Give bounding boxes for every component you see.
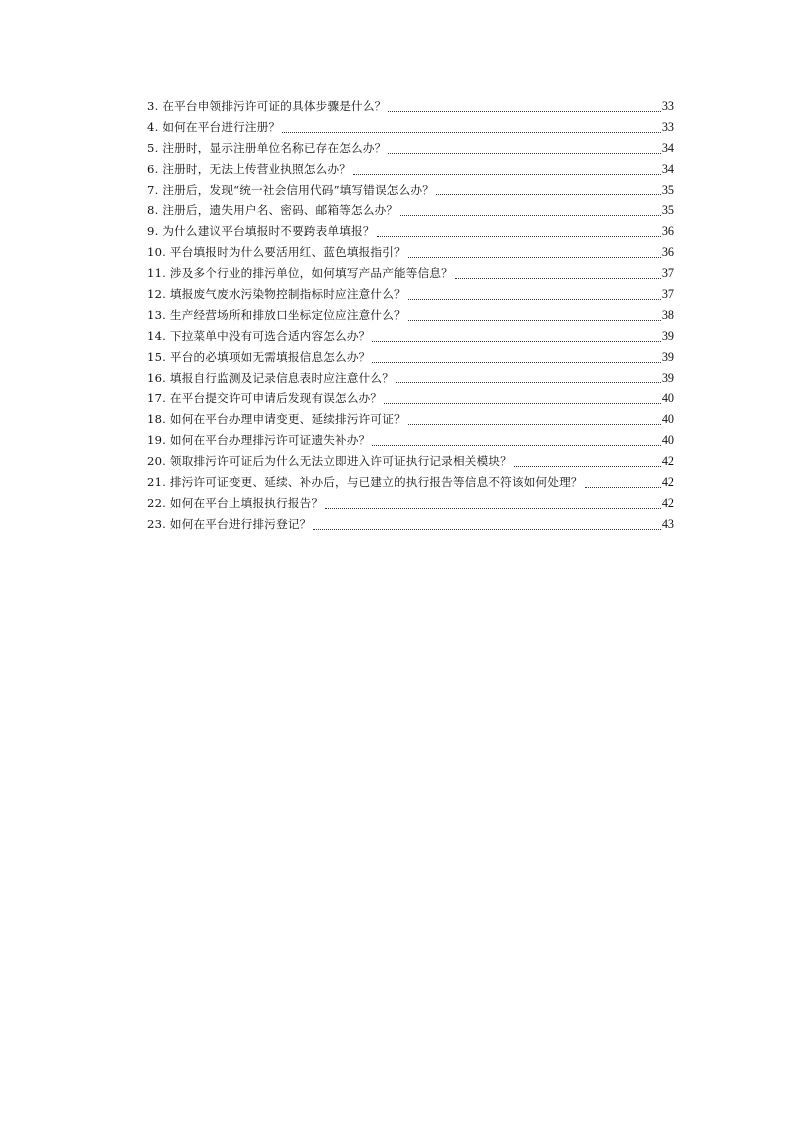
toc-entry[interactable] <box>147 221 674 242</box>
toc-entry-page: 34 <box>661 140 674 155</box>
toc-dot-leader <box>353 174 661 175</box>
toc-entry[interactable] <box>147 159 674 180</box>
toc-entry-title: 11. 涉及多个行业的排污单位，如何填写产品产能等信息？ <box>147 266 453 281</box>
toc-entry-title: 16. 填报自行监测及记录信息表时应注意什么？ <box>147 370 395 385</box>
toc-entry-page: 35 <box>661 182 674 197</box>
toc-entry[interactable] <box>147 96 674 117</box>
toc-entry[interactable] <box>147 242 674 263</box>
toc-dot-leader <box>400 215 661 216</box>
toc-dot-leader <box>455 278 661 279</box>
toc-entry[interactable] <box>147 514 674 535</box>
toc-entry-title: 22. 如何在平台上填报执行报告？ <box>147 495 324 510</box>
toc-entry-page: 43 <box>661 516 674 531</box>
toc-entry-title: 14. 下拉菜单中没有可选合适内容怎么办？ <box>147 328 371 343</box>
toc-dot-leader <box>325 508 661 509</box>
toc-entry[interactable] <box>147 326 674 347</box>
toc-entry[interactable] <box>147 305 674 326</box>
toc-entry-page: 39 <box>661 349 674 364</box>
toc-entry[interactable] <box>147 117 674 138</box>
toc-entry-title: 20. 领取排污许可证后为什么无法立即进入许可证执行记录相关模块？ <box>147 454 512 469</box>
toc-entry-title: 9. 为什么建议平台填报时不要跨表单填报？ <box>147 224 375 239</box>
toc-entry[interactable] <box>147 409 674 430</box>
toc-entry-page: 33 <box>661 119 674 134</box>
toc-dot-leader <box>313 529 660 530</box>
table-of-contents <box>147 96 674 535</box>
toc-entry-title: 13. 生产经营场所和排放口坐标定位应注意什么？ <box>147 307 406 322</box>
toc-entry-title: 10. 平台填报时为什么要活用红、蓝色填报指引？ <box>147 245 406 260</box>
toc-dot-leader <box>436 194 661 195</box>
toc-entry-page: 34 <box>661 161 674 176</box>
toc-entry-page: 40 <box>661 433 674 448</box>
toc-entry-page: 37 <box>661 266 674 281</box>
toc-entry-title: 6. 注册时，无法上传营业执照怎么办？ <box>147 161 352 176</box>
toc-entry-page: 40 <box>661 391 674 406</box>
toc-dot-leader <box>408 257 661 258</box>
toc-dot-leader <box>514 466 661 467</box>
toc-dot-leader <box>282 132 661 133</box>
toc-entry-page: 35 <box>661 203 674 218</box>
toc-entry[interactable] <box>147 180 674 201</box>
toc-entry[interactable] <box>147 200 674 221</box>
toc-entry-title: 18. 如何在平台办理申请变更、延续排污许可证？ <box>147 412 406 427</box>
toc-entry[interactable] <box>147 430 674 451</box>
toc-dot-leader <box>408 299 661 300</box>
toc-dot-leader <box>408 320 661 321</box>
toc-entry-page: 36 <box>661 224 674 239</box>
toc-entry-title: 15. 平台的必填项如无需填报信息怎么办？ <box>147 349 371 364</box>
toc-dot-leader <box>372 341 660 342</box>
toc-entry[interactable] <box>147 472 674 493</box>
toc-entry-title: 23. 如何在平台进行排污登记？ <box>147 516 312 531</box>
toc-dot-leader <box>396 382 661 383</box>
toc-entry-page: 38 <box>661 307 674 322</box>
toc-entry-title: 21. 排污许可证变更、延续、补办后，与已建立的执行报告等信息不符该如何处理？ <box>147 475 583 490</box>
toc-entry-title: 17. 在平台提交许可申请后发现有误怎么办？ <box>147 391 383 406</box>
toc-entry-page: 36 <box>661 245 674 260</box>
toc-entry-title: 5. 注册时，显示注册单位名称已存在怎么办？ <box>147 140 387 155</box>
toc-entry-title: 7. 注册后，发现“统一社会信用代码”填写错误怎么办？ <box>147 182 435 197</box>
toc-entry-title: 4. 如何在平台进行注册？ <box>147 119 281 134</box>
toc-entry-page: 42 <box>661 495 674 510</box>
toc-dot-leader <box>388 111 660 112</box>
toc-entry[interactable] <box>147 138 674 159</box>
toc-entry[interactable] <box>147 284 674 305</box>
toc-entry[interactable] <box>147 451 674 472</box>
toc-dot-leader <box>408 424 661 425</box>
toc-entry-page: 39 <box>661 328 674 343</box>
toc-dot-leader <box>372 362 660 363</box>
toc-entry-page: 37 <box>661 287 674 301</box>
toc-entry[interactable] <box>147 263 674 284</box>
toc-dot-leader <box>377 236 661 237</box>
toc-dot-leader <box>585 487 661 488</box>
toc-entry[interactable] <box>147 388 674 409</box>
toc-entry[interactable] <box>147 368 674 389</box>
toc-entry-page: 42 <box>661 454 674 469</box>
toc-entry[interactable] <box>147 493 674 514</box>
toc-entry-title: 19. 如何在平台办理排污许可证遗失补办？ <box>147 433 371 448</box>
toc-entry-title: 12. 填报废气废水污染物控制指标时应注意什么？ <box>147 287 406 301</box>
toc-dot-leader <box>388 153 660 154</box>
toc-entry-page: 42 <box>661 475 674 490</box>
toc-entry-title: 3. 在平台申领排污许可证的具体步骤是什么？ <box>147 98 387 113</box>
toc-entry[interactable] <box>147 347 674 368</box>
toc-dot-leader <box>384 403 661 404</box>
toc-entry-page: 33 <box>661 98 674 113</box>
toc-entry-page: 39 <box>661 370 674 385</box>
toc-dot-leader <box>372 445 660 446</box>
toc-entry-page: 40 <box>661 412 674 427</box>
toc-entry-title: 8. 注册后，遗失用户名、密码、邮箱等怎么办？ <box>147 203 399 218</box>
